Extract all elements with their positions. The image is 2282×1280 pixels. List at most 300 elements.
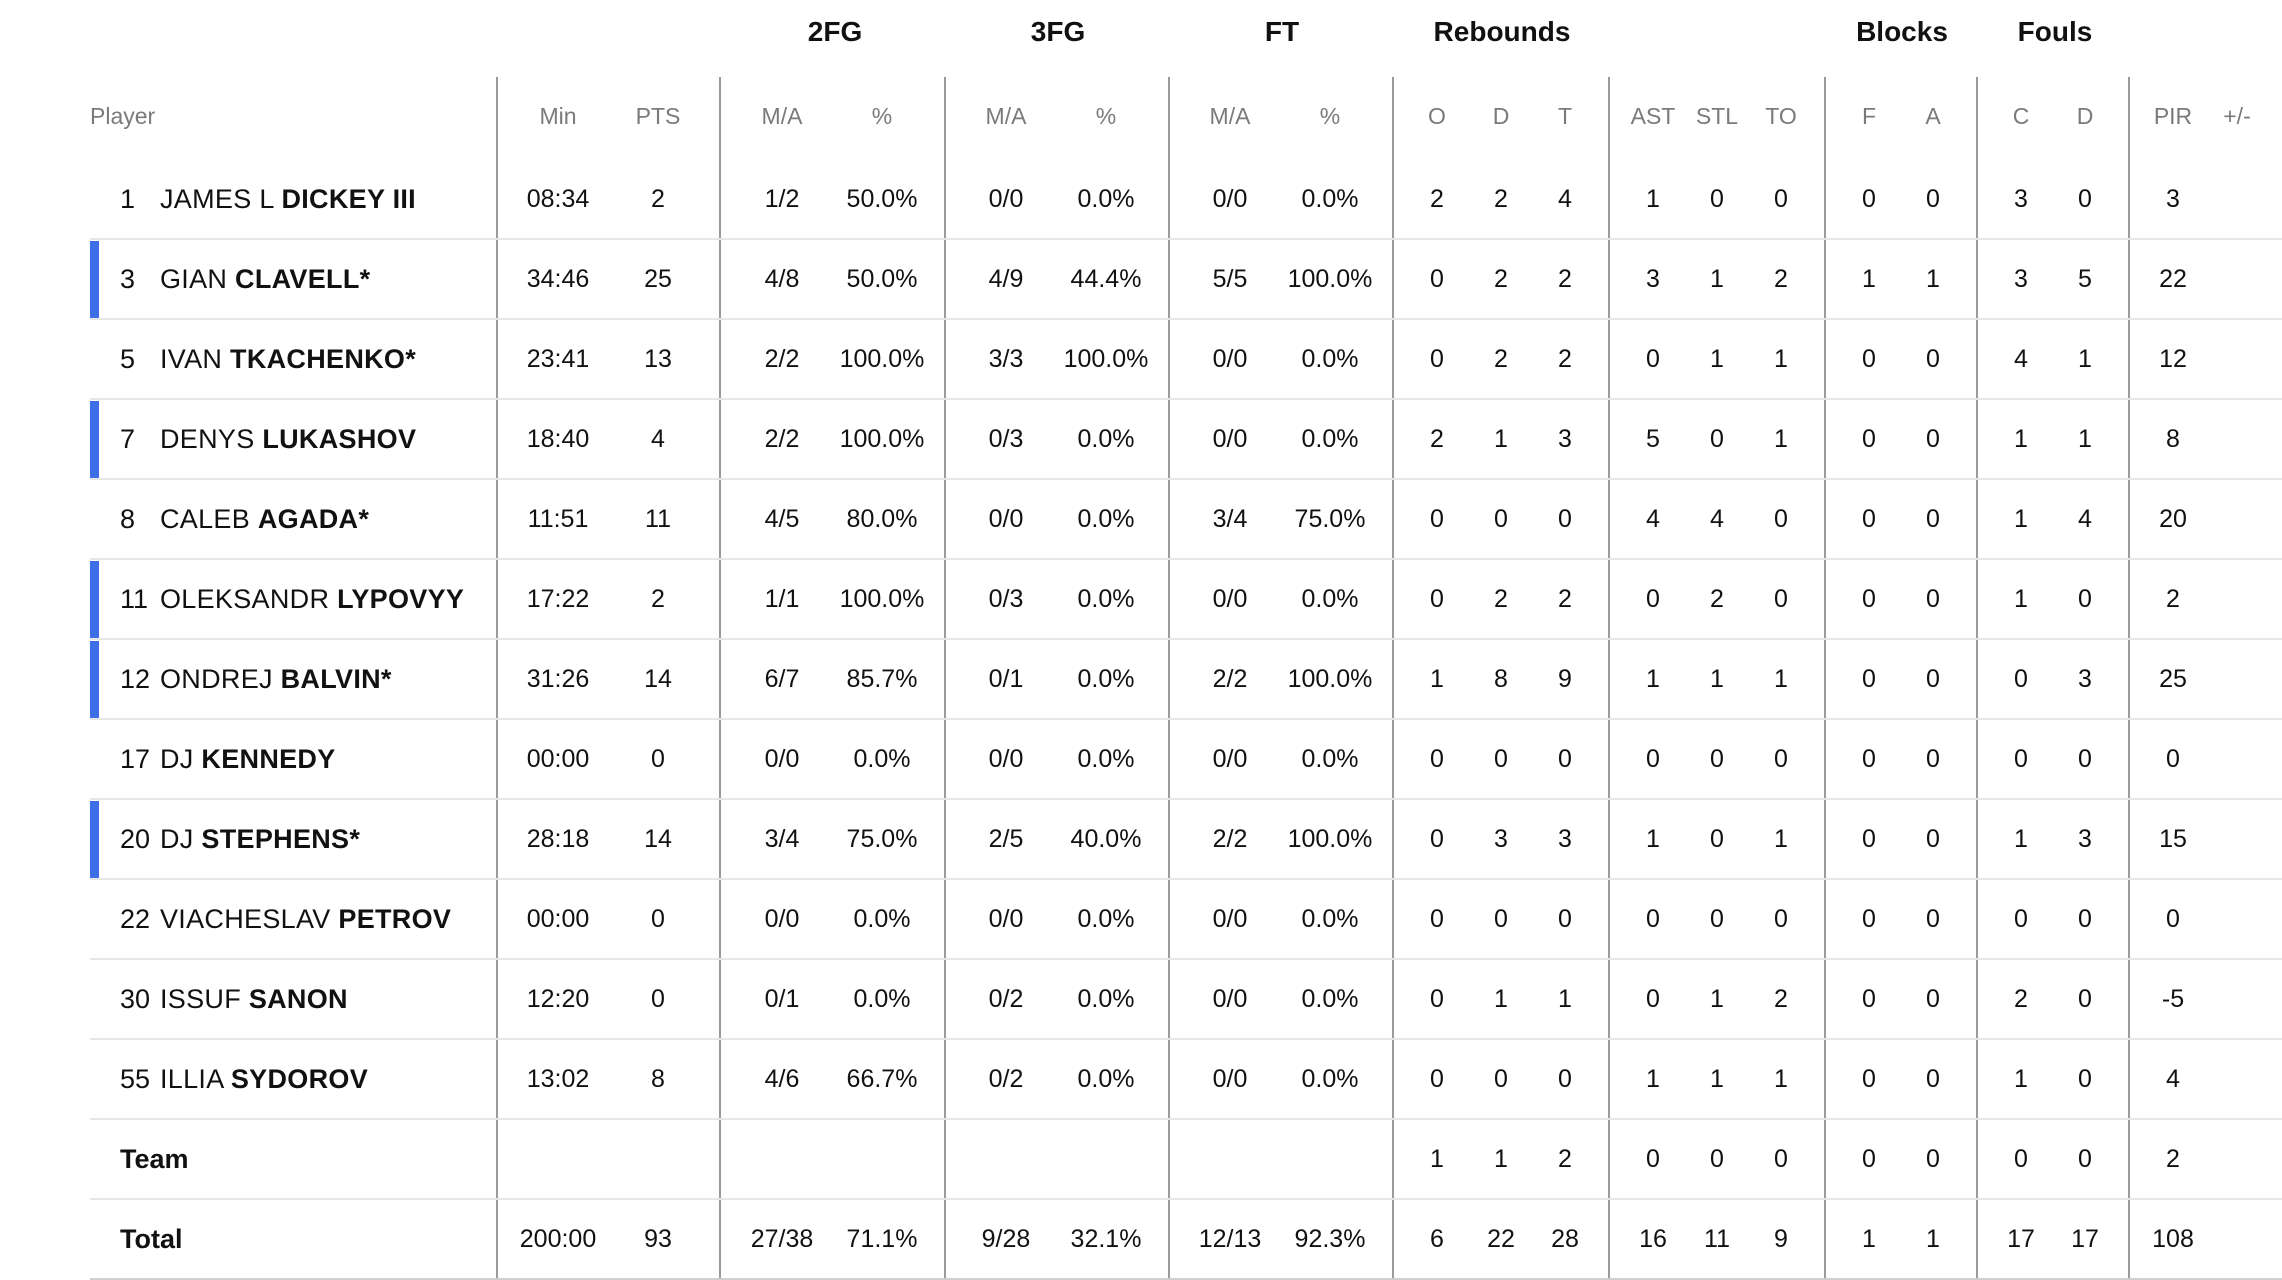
col-header-defensive-rebounds[interactable]: D — [1492, 103, 1510, 129]
stat-3fg-pct: 0.0% — [1077, 905, 1135, 933]
stat-ft-ma — [1175, 1120, 1285, 1198]
col-header-2fg-percent[interactable]: % — [871, 103, 893, 129]
stat-to: 1 — [1774, 665, 1788, 693]
player-first-name: DENYS — [160, 424, 255, 454]
stat-3fg-pct — [1051, 1120, 1161, 1198]
stat-2fg-pct: 66.7% — [846, 1065, 918, 1093]
stat-reb-t: 0 — [1558, 745, 1572, 773]
stat-ft-ma: 2/2 — [1212, 825, 1248, 853]
player-row[interactable] — [90, 960, 2282, 1040]
player-last-name: SANON — [248, 984, 348, 1014]
stat-reb-d: 22 — [1487, 1225, 1515, 1253]
stat-pts: 14 — [644, 825, 672, 853]
stat-foul-c: 0 — [2014, 665, 2028, 693]
stat-min: 28:18 — [526, 825, 590, 853]
stat-pir: 2 — [2166, 585, 2180, 613]
stat-min: 12:20 — [526, 985, 590, 1013]
stat-3fg-pct: 44.4% — [1070, 265, 1142, 293]
stat-pts: 4 — [651, 425, 665, 453]
player-first-name: JAMES L — [160, 184, 274, 214]
stat-foul-d: 17 — [2071, 1225, 2099, 1253]
stat-reb-o: 2 — [1430, 185, 1444, 213]
player-number: 1 — [120, 184, 136, 214]
stat-plus-minus — [2207, 480, 2267, 558]
stat-reb-t: 2 — [1558, 585, 1572, 613]
stat-pts: 11 — [645, 505, 671, 533]
stat-2fg-ma: 6/7 — [764, 665, 800, 693]
total-row — [90, 1200, 2282, 1280]
col-header-ft-percent[interactable]: % — [1319, 103, 1341, 129]
total-label: Total — [120, 1224, 183, 1254]
stat-plus-minus — [2207, 1200, 2267, 1278]
player-last-name: LYPOVYY — [337, 584, 465, 614]
stat-pir: 3 — [2166, 185, 2180, 213]
player-last-name: LUKASHOV — [262, 424, 417, 454]
stat-min: 08:34 — [526, 185, 590, 213]
stat-ft-ma: 0/0 — [1212, 985, 1248, 1013]
stat-ast: 0 — [1646, 585, 1660, 613]
stat-reb-o: 0 — [1430, 505, 1444, 533]
player-name-link[interactable] — [160, 800, 360, 878]
stat-min: 13:02 — [526, 1065, 590, 1093]
player-name-link[interactable] — [160, 640, 392, 718]
stat-2fg-ma: 4/5 — [764, 505, 800, 533]
player-row[interactable] — [90, 560, 2282, 640]
stat-foul-d: 1 — [2078, 425, 2092, 453]
stat-ft-ma: 0/0 — [1212, 425, 1248, 453]
stat-reb-t: 9 — [1558, 665, 1572, 693]
stat-ft-pct: 75.0% — [1294, 505, 1366, 533]
stat-3fg-pct: 0.0% — [1077, 185, 1135, 213]
stat-3fg-pct: 0.0% — [1077, 1065, 1135, 1093]
group-header-3fg: 3FG — [1030, 16, 1086, 47]
stat-foul-d: 0 — [2078, 745, 2092, 773]
stat-foul-d: 0 — [2078, 585, 2092, 613]
stat-foul-d: 0 — [2078, 1145, 2092, 1173]
stat-ast: 16 — [1639, 1225, 1667, 1253]
player-last-name: PETROV — [338, 904, 452, 934]
stat-stl: 1 — [1710, 345, 1724, 373]
stat-foul-c: 1 — [2014, 825, 2028, 853]
stat-reb-d: 0 — [1494, 505, 1508, 533]
stat-reb-d: 1 — [1494, 985, 1508, 1013]
stat-ast: 5 — [1646, 425, 1660, 453]
col-header-offensive-rebounds[interactable]: O — [1428, 103, 1446, 129]
stat-blk-a: 0 — [1926, 905, 1940, 933]
stat-foul-c: 1 — [2014, 425, 2028, 453]
col-header-fouls-drawn[interactable]: D — [2076, 103, 2094, 129]
stat-ft-ma: 3/4 — [1212, 505, 1248, 533]
player-last-name: KENNEDY — [201, 744, 336, 774]
starter-indicator — [90, 561, 99, 638]
stat-foul-d: 0 — [2078, 185, 2092, 213]
stat-2fg-pct: 71.1% — [846, 1225, 918, 1253]
stat-blk-f: 0 — [1862, 745, 1876, 773]
stat-pir: 22 — [2159, 265, 2187, 293]
player-number: 11 — [120, 584, 149, 614]
stat-blk-f: 1 — [1862, 1225, 1876, 1253]
stat-3fg-pct: 0.0% — [1077, 665, 1135, 693]
stat-min: 17:22 — [526, 585, 590, 613]
stat-ft-pct: 92.3% — [1294, 1225, 1366, 1253]
stat-3fg-ma: 0/0 — [988, 745, 1024, 773]
stat-pts: 25 — [644, 265, 672, 293]
stat-ft-pct: 100.0% — [1287, 265, 1373, 293]
stat-plus-minus — [2207, 400, 2267, 478]
stat-3fg-ma — [951, 1120, 1061, 1198]
stat-ft-pct: 0.0% — [1301, 745, 1359, 773]
player-name-link[interactable] — [160, 720, 336, 798]
stat-reb-d: 8 — [1494, 665, 1508, 693]
player-name-link[interactable] — [160, 240, 370, 318]
stat-reb-t: 1 — [1558, 985, 1572, 1013]
stat-to: 2 — [1774, 985, 1788, 1013]
stat-2fg-ma: 0/0 — [764, 905, 800, 933]
stat-pts: 0 — [651, 905, 665, 933]
stat-2fg-pct: 0.0% — [853, 985, 911, 1013]
stat-to: 1 — [1774, 825, 1788, 853]
stat-plus-minus — [2207, 1040, 2267, 1118]
stat-reb-o: 0 — [1430, 745, 1444, 773]
stat-reb-t: 4 — [1558, 185, 1572, 213]
stat-blk-f: 0 — [1862, 1065, 1876, 1093]
stat-to: 0 — [1774, 505, 1788, 533]
stat-ft-pct — [1275, 1120, 1385, 1198]
stat-ft-pct: 100.0% — [1287, 665, 1373, 693]
stat-ast: 0 — [1646, 745, 1660, 773]
stat-reb-d: 2 — [1494, 345, 1508, 373]
stat-stl: 4 — [1710, 505, 1724, 533]
group-header-ft: FT — [1264, 16, 1300, 47]
stat-foul-c: 3 — [2014, 265, 2028, 293]
player-number: 22 — [120, 904, 151, 934]
stat-blk-a: 0 — [1926, 345, 1940, 373]
stat-reb-t: 3 — [1558, 825, 1572, 853]
player-last-name: DICKEY III — [281, 184, 416, 214]
player-row[interactable] — [90, 720, 2282, 800]
stat-2fg-ma: 2/2 — [764, 345, 800, 373]
stat-ast: 0 — [1646, 985, 1660, 1013]
stat-ft-pct: 100.0% — [1287, 825, 1373, 853]
stat-stl: 0 — [1710, 1145, 1724, 1173]
stat-3fg-pct: 0.0% — [1077, 585, 1135, 613]
stat-reb-o: 0 — [1430, 905, 1444, 933]
stat-reb-o: 0 — [1430, 345, 1444, 373]
stat-foul-d: 5 — [2078, 265, 2092, 293]
stat-pts: 2 — [651, 585, 665, 613]
stat-reb-o: 0 — [1430, 825, 1444, 853]
player-name-link[interactable] — [160, 560, 464, 638]
stat-stl: 1 — [1710, 265, 1724, 293]
stat-to: 1 — [1774, 1065, 1788, 1093]
stat-2fg-pct: 50.0% — [846, 265, 918, 293]
player-first-name: ONDREJ — [160, 664, 273, 694]
stat-pts: 2 — [651, 185, 665, 213]
stat-pir: 4 — [2166, 1065, 2180, 1093]
stat-stl: 1 — [1710, 985, 1724, 1013]
group-header-2fg: 2FG — [807, 16, 863, 47]
stat-ast: 1 — [1646, 1065, 1660, 1093]
col-header-3fg-made-attempted[interactable]: M/A — [985, 103, 1027, 129]
stat-pir: 25 — [2159, 665, 2187, 693]
col-header-total-rebounds[interactable]: T — [1557, 103, 1573, 129]
stat-reb-t: 28 — [1551, 1225, 1579, 1253]
stat-2fg-ma: 4/6 — [764, 1065, 800, 1093]
stat-ast: 1 — [1646, 665, 1660, 693]
stat-2fg-ma — [727, 1120, 837, 1198]
col-header-turnovers[interactable]: TO — [1765, 103, 1797, 129]
stat-reb-d: 1 — [1494, 1145, 1508, 1173]
player-last-name: CLAVELL* — [235, 264, 371, 294]
stat-foul-d: 1 — [2078, 345, 2092, 373]
stat-foul-d: 4 — [2078, 505, 2092, 533]
player-name-link[interactable] — [160, 880, 451, 958]
stat-foul-d: 3 — [2078, 665, 2092, 693]
stat-blk-a: 0 — [1926, 425, 1940, 453]
stat-reb-d: 2 — [1494, 585, 1508, 613]
stat-blk-a: 0 — [1926, 665, 1940, 693]
stat-ast: 3 — [1646, 265, 1660, 293]
stat-2fg-ma: 1/2 — [764, 185, 800, 213]
stat-blk-f: 0 — [1862, 905, 1876, 933]
player-number: 17 — [120, 744, 151, 774]
stat-plus-minus — [2207, 960, 2267, 1038]
stat-ft-pct: 0.0% — [1301, 185, 1359, 213]
stat-reb-o: 0 — [1430, 265, 1444, 293]
stat-blk-a: 0 — [1926, 985, 1940, 1013]
team-label: Team — [120, 1144, 189, 1174]
stat-foul-c: 2 — [2014, 985, 2028, 1013]
stat-blk-a: 0 — [1926, 585, 1940, 613]
stat-ast: 0 — [1646, 345, 1660, 373]
stat-ft-ma: 0/0 — [1212, 585, 1248, 613]
player-first-name: ISSUF — [160, 984, 242, 1014]
stat-3fg-ma: 4/9 — [988, 265, 1024, 293]
player-last-name: BALVIN* — [280, 664, 392, 694]
stat-to: 1 — [1774, 345, 1788, 373]
stat-pir: 0 — [2166, 745, 2180, 773]
player-row[interactable] — [90, 320, 2282, 400]
stat-2fg-pct: 0.0% — [853, 905, 911, 933]
stat-foul-d: 0 — [2078, 905, 2092, 933]
col-header-pir[interactable]: PIR — [2153, 103, 2193, 129]
stat-ft-ma: 0/0 — [1212, 1065, 1248, 1093]
stat-reb-o: 1 — [1430, 1145, 1444, 1173]
stat-ft-ma: 5/5 — [1212, 265, 1248, 293]
stat-3fg-ma: 0/2 — [988, 1065, 1024, 1093]
stat-min: 00:00 — [526, 745, 590, 773]
stat-2fg-pct: 100.0% — [839, 345, 925, 373]
stat-foul-d: 3 — [2078, 825, 2092, 853]
stat-blk-a: 0 — [1926, 505, 1940, 533]
stat-pir: 2 — [2166, 1145, 2180, 1173]
stat-ft-pct: 0.0% — [1301, 425, 1359, 453]
stat-stl: 1 — [1710, 1065, 1724, 1093]
stat-min: 200:00 — [519, 1225, 597, 1253]
col-header-blocks-against[interactable]: A — [1925, 103, 1941, 129]
stat-3fg-ma: 0/0 — [988, 505, 1024, 533]
stat-3fg-pct: 100.0% — [1063, 345, 1149, 373]
stat-3fg-pct: 0.0% — [1077, 425, 1135, 453]
stat-to: 0 — [1774, 745, 1788, 773]
stat-ast: 1 — [1646, 185, 1660, 213]
stat-to: 0 — [1774, 905, 1788, 933]
stat-to: 2 — [1774, 265, 1788, 293]
player-number: 20 — [120, 824, 151, 854]
stat-2fg-ma: 3/4 — [764, 825, 800, 853]
stat-pts: 13 — [644, 345, 672, 373]
stat-foul-c: 0 — [2014, 1145, 2028, 1173]
col-header-min[interactable]: Min — [539, 103, 577, 129]
col-header-plus-minus[interactable]: +/- — [2223, 103, 2251, 129]
stat-reb-o: 0 — [1430, 985, 1444, 1013]
stat-2fg-pct: 75.0% — [846, 825, 918, 853]
stat-plus-minus — [2207, 800, 2267, 878]
stat-3fg-pct: 0.0% — [1077, 985, 1135, 1013]
player-row[interactable] — [90, 1040, 2282, 1120]
stat-blk-f: 0 — [1862, 345, 1876, 373]
col-header-assists[interactable]: AST — [1630, 103, 1676, 129]
stat-foul-c: 1 — [2014, 1065, 2028, 1093]
stat-plus-minus — [2207, 560, 2267, 638]
stat-2fg-pct — [827, 1120, 937, 1198]
stat-foul-d: 0 — [2078, 985, 2092, 1013]
stat-reb-o: 6 — [1430, 1225, 1444, 1253]
stat-pir: 15 — [2159, 825, 2187, 853]
stat-reb-o: 2 — [1430, 425, 1444, 453]
stat-ast: 4 — [1646, 505, 1660, 533]
stat-reb-d: 2 — [1494, 185, 1508, 213]
stat-ft-pct: 0.0% — [1301, 585, 1359, 613]
stat-stl: 0 — [1710, 745, 1724, 773]
player-name-link[interactable] — [160, 480, 369, 558]
player-name-link[interactable] — [160, 960, 348, 1038]
stat-min: 31:26 — [526, 665, 590, 693]
stat-2fg-pct: 100.0% — [839, 585, 925, 613]
stat-plus-minus — [2207, 1120, 2267, 1198]
stat-3fg-ma: 0/1 — [988, 665, 1024, 693]
player-number: 30 — [120, 984, 151, 1014]
stat-blk-f: 0 — [1862, 1145, 1876, 1173]
player-name-link[interactable] — [160, 160, 416, 238]
stat-blk-f: 0 — [1862, 425, 1876, 453]
stat-ft-ma: 12/13 — [1198, 1225, 1262, 1253]
player-number: 3 — [120, 264, 136, 294]
stat-ft-pct: 0.0% — [1301, 345, 1359, 373]
stat-ft-pct: 0.0% — [1301, 1065, 1359, 1093]
stat-2fg-ma: 0/0 — [764, 745, 800, 773]
player-row[interactable] — [90, 640, 2282, 720]
stat-2fg-pct: 50.0% — [846, 185, 918, 213]
stat-ast: 1 — [1646, 825, 1660, 853]
stat-ft-ma: 0/0 — [1212, 345, 1248, 373]
stat-pir: 0 — [2166, 905, 2180, 933]
col-header-2fg-made-attempted[interactable]: M/A — [761, 103, 803, 129]
stat-blk-f: 0 — [1862, 585, 1876, 613]
player-first-name: IVAN — [160, 344, 223, 374]
player-name-link[interactable] — [160, 320, 416, 398]
stat-2fg-pct: 100.0% — [839, 425, 925, 453]
stat-blk-a: 0 — [1926, 745, 1940, 773]
stat-reb-d: 0 — [1494, 745, 1508, 773]
stat-ft-ma: 2/2 — [1212, 665, 1248, 693]
player-last-name: SYDOROV — [230, 1064, 369, 1094]
stat-blk-f: 0 — [1862, 985, 1876, 1013]
group-header-rebounds: Rebounds — [1433, 16, 1571, 47]
player-number: 8 — [120, 504, 136, 534]
stat-ast: 0 — [1646, 1145, 1660, 1173]
stat-pts: 14 — [644, 665, 672, 693]
stat-pts: 0 — [651, 745, 665, 773]
stat-pts: 93 — [644, 1225, 672, 1253]
stat-3fg-ma: 9/28 — [981, 1225, 1031, 1253]
stat-min: 00:00 — [526, 905, 590, 933]
stat-2fg-ma: 0/1 — [764, 985, 800, 1013]
starter-indicator — [90, 641, 99, 718]
col-header-pts[interactable]: PTS — [635, 103, 681, 129]
stat-3fg-ma: 0/0 — [988, 905, 1024, 933]
stat-reb-t: 0 — [1558, 1065, 1572, 1093]
col-header-steals[interactable]: STL — [1695, 103, 1739, 129]
col-header-ft-made-attempted[interactable]: M/A — [1209, 103, 1251, 129]
player-first-name: DJ — [160, 744, 194, 774]
stat-2fg-pct: 0.0% — [853, 745, 911, 773]
stat-stl: 1 — [1710, 665, 1724, 693]
player-row[interactable] — [90, 480, 2282, 560]
stat-reb-o: 0 — [1430, 585, 1444, 613]
player-row[interactable] — [90, 400, 2282, 480]
stat-blk-a: 1 — [1926, 265, 1940, 293]
stat-stl: 11 — [1704, 1225, 1730, 1253]
starter-indicator — [90, 801, 99, 878]
player-row[interactable] — [90, 160, 2282, 240]
stat-reb-d: 1 — [1494, 425, 1508, 453]
player-row[interactable] — [90, 240, 2282, 320]
stat-pts: 8 — [651, 1065, 665, 1093]
stat-reb-d: 2 — [1494, 265, 1508, 293]
stat-pir: 12 — [2159, 345, 2187, 373]
col-header-fouls-committed[interactable]: C — [2012, 103, 2030, 129]
player-last-name: TKACHENKO* — [230, 344, 417, 374]
stat-reb-t: 0 — [1558, 505, 1572, 533]
stat-plus-minus — [2207, 240, 2267, 318]
player-row[interactable] — [90, 880, 2282, 960]
stat-foul-c: 0 — [2014, 745, 2028, 773]
stat-min: 23:41 — [526, 345, 590, 373]
stat-ft-ma: 0/0 — [1212, 905, 1248, 933]
stat-3fg-pct: 0.0% — [1077, 745, 1135, 773]
player-row[interactable] — [90, 800, 2282, 880]
stat-min: 18:40 — [526, 425, 590, 453]
stat-3fg-ma: 0/3 — [988, 425, 1024, 453]
player-name-link[interactable] — [160, 1040, 368, 1118]
player-first-name: DJ — [160, 824, 194, 854]
stat-reb-o: 0 — [1430, 1065, 1444, 1093]
stat-blk-a: 0 — [1926, 1065, 1940, 1093]
stat-blk-a: 0 — [1926, 185, 1940, 213]
stat-to: 0 — [1774, 585, 1788, 613]
col-header-3fg-percent[interactable]: % — [1095, 103, 1117, 129]
col-header-player[interactable]: Player — [90, 103, 156, 129]
stat-3fg-pct: 0.0% — [1077, 505, 1135, 533]
stat-foul-c: 3 — [2014, 185, 2028, 213]
col-header-blocks-for[interactable]: F — [1861, 103, 1877, 129]
stat-pir: 108 — [2152, 1225, 2194, 1253]
group-header-blocks: Blocks — [1856, 16, 1948, 47]
player-name-link[interactable] — [160, 400, 416, 478]
player-number: 5 — [120, 344, 136, 374]
stat-to: 0 — [1774, 185, 1788, 213]
